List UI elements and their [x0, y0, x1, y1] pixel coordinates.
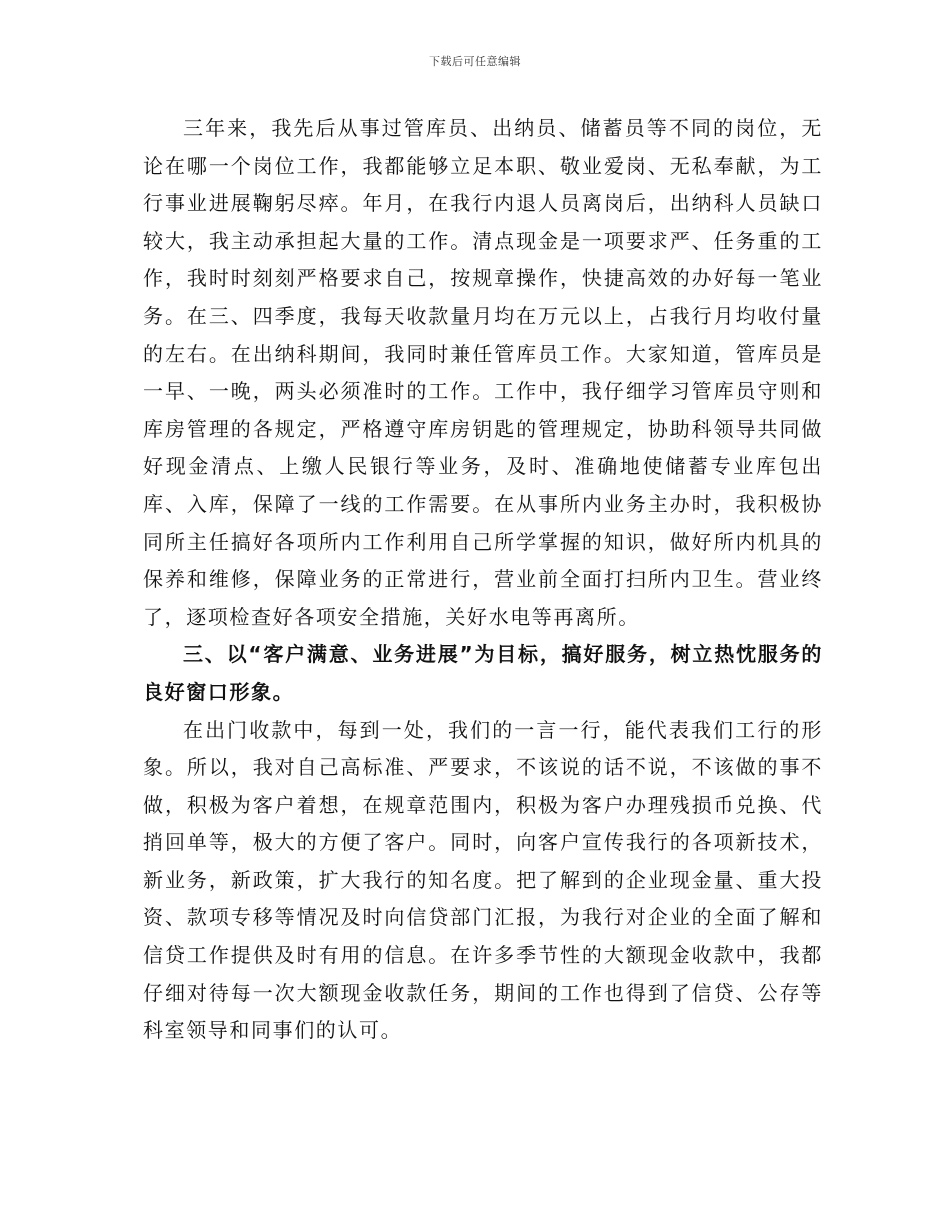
- paragraph-work-history: 三年来，我先后从事过管库员、出纳员、储蓄员等不同的岗位，无论在哪一个岗位工作，我都能够立足本职、敬业爱岗、无私奉献，为工行事业进展鞠躬尽瘁。年月，在我行内退人员离岗后，出纳科人员缺口较大，我主动承担起大量的工作。清点现金是一项要求严、任务重的工作，我时时刻刻严格要求自己，按规章操作，快捷高效的办好每一笔业务。在三、四季度，我每天收款量月均在万元以上，占我行月均收付量的左右。在出纳科期间，我同时兼任管库员工作。大家知道，管库员是一早、一晚，两头必须准时的工作。工作中，我仔细学习管库员守则和库房管理的各规定，严格遵守库房钥匙的管理规定，协助科领导共同做好现金清点、上缴人民银行等业务，及时、准确地使储蓄专业库包出库、入库，保障了一线的工作需要。在从事所内业务主办时，我积极协同所主任搞好各项所内工作利用自己所学掌握的知识，做好所内机具的保养和维修，保障业务的正常进行，营业前全面打扫所内卫生。营业终了，逐项检查好各项安全措施，关好水电等再离所。: [143, 116, 823, 629]
- section-heading-three: 三、以“客户满意、业务进展”为目标，搞好服务，树立热忱服务的良好窗口形象。: [143, 642, 823, 704]
- document-body: [143, 110, 823, 1050]
- page-header: 下载后可任意编辑: [429, 55, 521, 68]
- paragraph-customer-service: 在出门收款中，每到一处，我们的一言一行，能代表我们工行的形象。所以，我对自己高标准、严要求，不该说的话不说，不该做的事不做，积极为客户着想，在规章范围内，积极为客户办理残损币兑换、代捎回单等，极大的方便了客户。同时，向客户宣传我行的各项新技术，新业务，新政策，扩大我行的知名度。把了解到的企业现金量、重大投资、款项专移等情况及时向信贷部门汇报，为我行对企业的全面了解和信贷工作提供及时有用的信息。在许多季节性的大额现金收款中，我都仔细对待每一次大额现金收款任务，期间的工作也得到了信贷、公存等科室领导和同事们的认可。: [143, 717, 823, 1043]
